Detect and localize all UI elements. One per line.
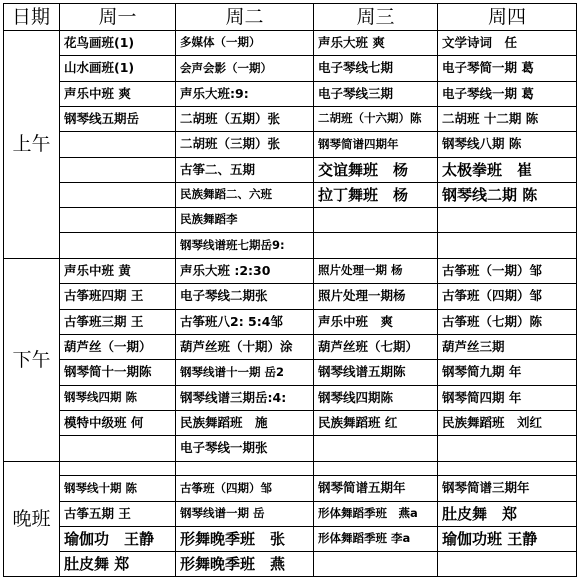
table-cell: [314, 233, 438, 259]
table-cell: 葫芦丝（一期）: [60, 335, 176, 360]
table-cell: 二胡班（十六期）陈: [314, 107, 438, 132]
period-label-evening: 晚班: [4, 462, 60, 577]
table-cell: 古筝班（四期）邹: [176, 476, 314, 502]
table-cell: 电子琴线一期张: [176, 436, 314, 462]
period-label-afternoon: 下午: [4, 259, 60, 462]
table-cell: 钢琴线谱班七期岳9:: [176, 233, 314, 259]
table-cell: 民族舞蹈班 刘红: [438, 411, 577, 436]
table-cell: 文学诗词 任: [438, 31, 577, 56]
table-row: [4, 31, 577, 56]
table-row: [4, 208, 577, 233]
table-cell: [438, 233, 577, 259]
day-header: 周四: [438, 4, 577, 31]
table-cell: 葫芦丝班（七期）: [314, 335, 438, 360]
table-cell: 钢琴线谱三期岳:4:: [176, 386, 314, 411]
table-cell: 民族舞蹈二、六班: [176, 183, 314, 208]
day-header: 周二: [176, 4, 314, 31]
table-cell: 古筝班（一期）邹: [438, 259, 577, 284]
table-cell: [60, 183, 176, 208]
table-row: [4, 476, 577, 502]
table-cell: 二胡班（三期）张: [176, 132, 314, 158]
header-row: [4, 4, 577, 31]
table-row: [4, 158, 577, 183]
table-cell: 钢琴线谱一期 岳: [176, 502, 314, 527]
table-row: [4, 360, 577, 386]
table-row: [4, 502, 577, 527]
table-cell: [60, 462, 176, 476]
table-cell: 钢琴简谱五期年: [314, 476, 438, 502]
table-row: [4, 284, 577, 310]
table-cell: [438, 436, 577, 462]
table-row: [4, 132, 577, 158]
table-cell: 钢琴简四期 年: [438, 386, 577, 411]
date-header: 日期: [4, 4, 60, 31]
table-cell: 钢琴线五期岳: [60, 107, 176, 132]
table-row: [4, 335, 577, 360]
table-cell: [314, 552, 438, 577]
table-cell: [438, 552, 577, 577]
table-row: [4, 56, 577, 82]
table-row: [4, 82, 577, 107]
table-cell: 照片处理一期杨: [314, 284, 438, 310]
table-cell: 二胡班（五期）张: [176, 107, 314, 132]
table-row: [4, 183, 577, 208]
table-cell: [438, 208, 577, 233]
table-cell: 古筝班八2: 5:4邹: [176, 310, 314, 335]
table-cell: 形体舞蹈季班 李a: [314, 527, 438, 552]
table-cell: 肚皮舞 郑: [60, 552, 176, 577]
table-cell: [60, 158, 176, 183]
schedule-table: [3, 3, 577, 577]
table-row: [4, 552, 577, 577]
table-cell: 肚皮舞 郑: [438, 502, 577, 527]
table-cell: 拉丁舞班 杨: [314, 183, 438, 208]
table-row: [4, 462, 577, 476]
table-cell: 钢琴线八期 陈: [438, 132, 577, 158]
table-cell: 钢琴线十期 陈: [60, 476, 176, 502]
table-cell: 钢琴简九期 年: [438, 360, 577, 386]
table-cell: 二胡班 十二期 陈: [438, 107, 577, 132]
table-cell: 葫芦丝三期: [438, 335, 577, 360]
table-cell: 古筝二、五期: [176, 158, 314, 183]
table-cell: 形舞晚季班 张: [176, 527, 314, 552]
table-cell: 古筝班（四期）邹: [438, 284, 577, 310]
table-row: [4, 259, 577, 284]
table-cell: 山水画班(1): [60, 56, 176, 82]
table-cell: [60, 208, 176, 233]
table-cell: 钢琴线谱五期陈: [314, 360, 438, 386]
table-cell: 声乐中班 爽: [60, 82, 176, 107]
table-cell: 钢琴线四期 陈: [60, 386, 176, 411]
table-cell: [176, 462, 314, 476]
table-cell: 声乐中班 爽: [314, 310, 438, 335]
table-cell: 形体舞蹈季班 燕a: [314, 502, 438, 527]
table-cell: 电子琴线七期: [314, 56, 438, 82]
table-row: [4, 107, 577, 132]
table-cell: 民族舞蹈李: [176, 208, 314, 233]
table-cell: 钢琴简谱三期年: [438, 476, 577, 502]
table-cell: 瑜伽功班 王静: [438, 527, 577, 552]
day-header: 周三: [314, 4, 438, 31]
table-cell: 照片处理一期 杨: [314, 259, 438, 284]
table-cell: 钢琴线二期 陈: [438, 183, 577, 208]
table-cell: 瑜伽功 王静: [60, 527, 176, 552]
table-cell: 形舞晚季班 燕: [176, 552, 314, 577]
table-cell: 太极拳班 崔: [438, 158, 577, 183]
day-header: 周一: [60, 4, 176, 31]
table-cell: 古筝班四期 王: [60, 284, 176, 310]
table-cell: 交谊舞班 杨: [314, 158, 438, 183]
table-cell: 声乐大班:9:: [176, 82, 314, 107]
table-cell: [60, 436, 176, 462]
table-cell: 古筝五期 王: [60, 502, 176, 527]
table-cell: 钢琴简谱四期年: [314, 132, 438, 158]
table-cell: 声乐大班 爽: [314, 31, 438, 56]
table-cell: [314, 462, 438, 476]
table-row: [4, 233, 577, 259]
period-label-morning: 上午: [4, 31, 60, 259]
table-cell: 钢琴线四期陈: [314, 386, 438, 411]
table-cell: 葫芦丝班（十期）涂: [176, 335, 314, 360]
table-row: [4, 527, 577, 552]
table-row: [4, 386, 577, 411]
table-cell: [60, 233, 176, 259]
table-cell: 会声会影（一期）: [176, 56, 314, 82]
table-cell: [438, 462, 577, 476]
table-cell: 电子琴线二期张: [176, 284, 314, 310]
table-cell: 声乐大班 :2:30: [176, 259, 314, 284]
table-cell: 模特中级班 何: [60, 411, 176, 436]
table-cell: [60, 132, 176, 158]
table-row: [4, 411, 577, 436]
table-cell: 声乐中班 黄: [60, 259, 176, 284]
table-cell: [314, 436, 438, 462]
table-cell: 钢琴简十一期陈: [60, 360, 176, 386]
table-cell: 电子琴线三期: [314, 82, 438, 107]
table-cell: 民族舞蹈班 施: [176, 411, 314, 436]
table-cell: 电子琴简一期 葛: [438, 56, 577, 82]
table-cell: 多媒体（一期）: [176, 31, 314, 56]
table-cell: 古筝班（七期）陈: [438, 310, 577, 335]
table-row: [4, 436, 577, 462]
table-cell: 电子琴线一期 葛: [438, 82, 577, 107]
table-cell: 古筝班三期 王: [60, 310, 176, 335]
table-row: [4, 310, 577, 335]
table-cell: 钢琴线谱十一期 岳2: [176, 360, 314, 386]
table-cell: [314, 208, 438, 233]
table-cell: 民族舞蹈班 红: [314, 411, 438, 436]
table-cell: 花鸟画班(1): [60, 31, 176, 56]
